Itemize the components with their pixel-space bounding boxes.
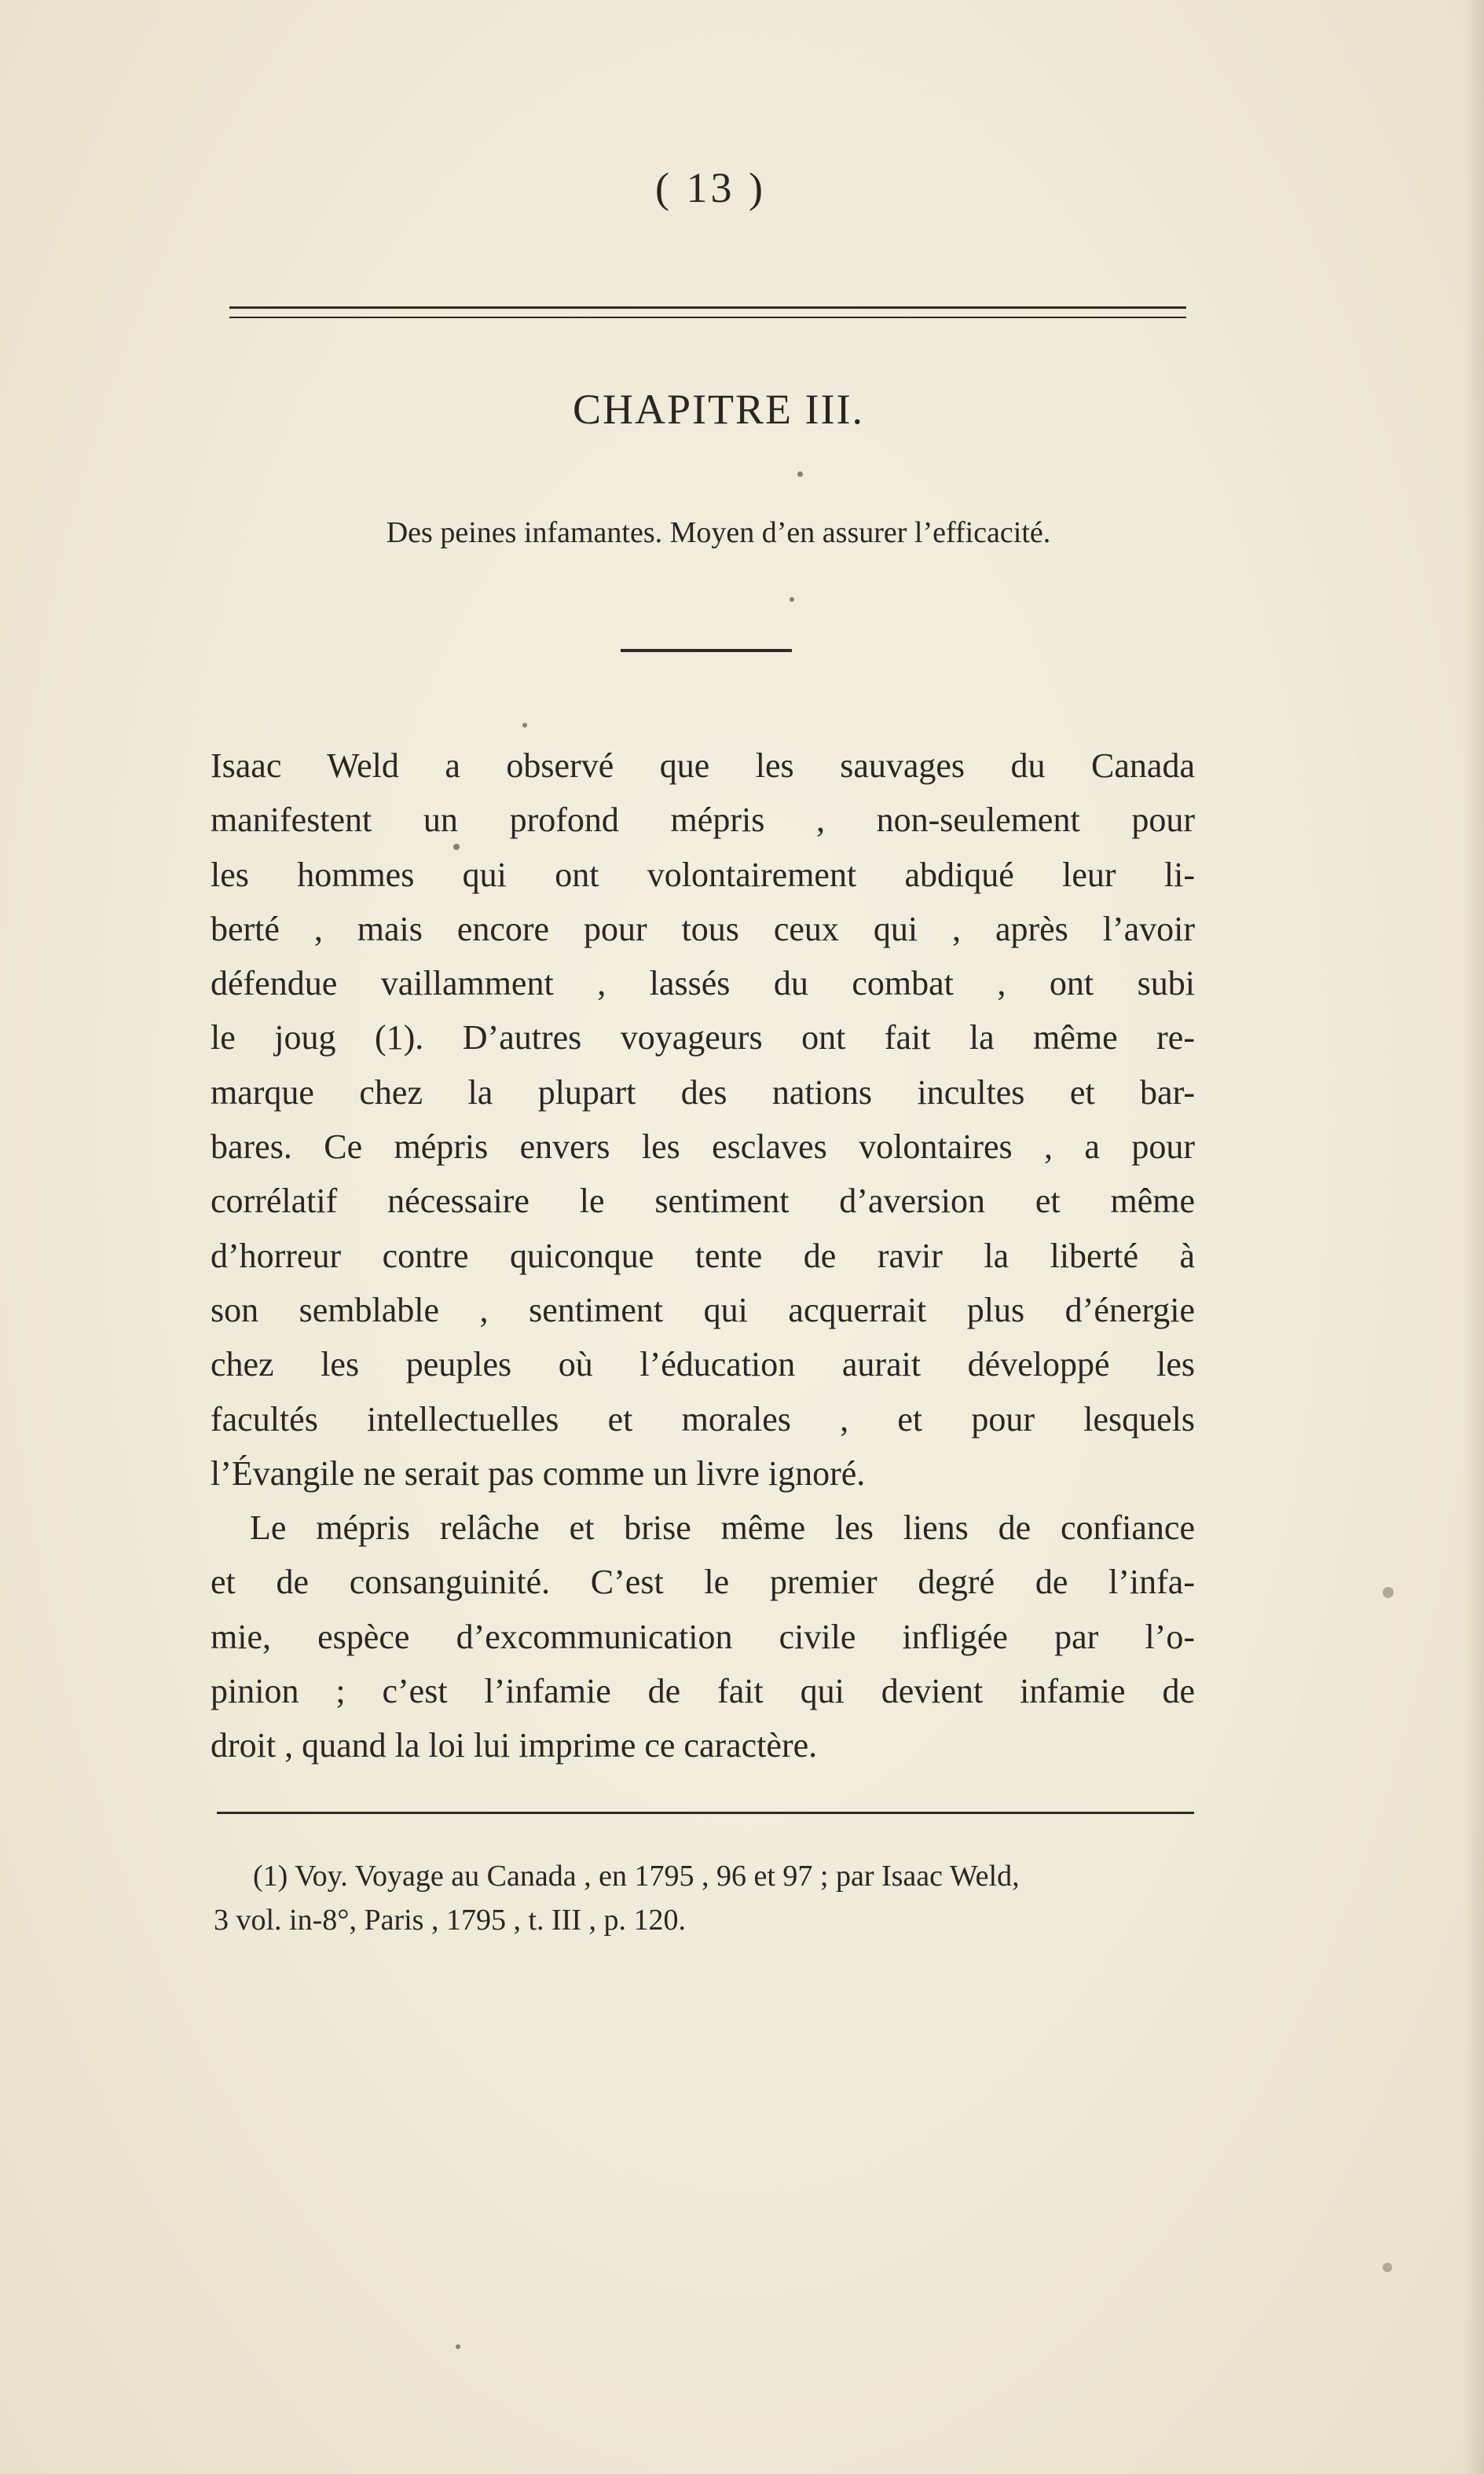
text-line: les hommes qui ont volontairement abdiqué leur li- bbox=[211, 855, 1195, 894]
page-edge-shadow bbox=[1464, 0, 1484, 2474]
paper-speck bbox=[790, 597, 794, 602]
text-line: marque chez la plupart des nations incultes et bar- bbox=[211, 1072, 1195, 1112]
text-line: manifestent un profond mépris , non-seulement pour bbox=[211, 801, 1195, 840]
text-line: Le mépris relâche et brise même les liens de confiance bbox=[250, 1508, 1195, 1548]
text-line: d’horreur contre quiconque tente de ravir la liberté à bbox=[211, 1236, 1195, 1275]
chapter-title: CHAPITRE III. bbox=[573, 386, 864, 433]
text-line: Isaac Weld a observé que les sauvages du Canada bbox=[211, 746, 1195, 785]
text-line: son semblable , sentiment qui acquerrait plus d’énergie bbox=[211, 1290, 1195, 1329]
footnote-line: 3 vol. in-8°, Paris , 1795 , t. III , p. 120. bbox=[214, 1904, 686, 1937]
text-line: mie, espèce d’excommunication civile infligée par l’o- bbox=[211, 1617, 1195, 1656]
text-line: facultés intellectuelles et morales , et pour lesquels bbox=[211, 1399, 1195, 1439]
page-number: ( 13 ) bbox=[655, 164, 766, 211]
footnote-line: (1) Voy. Voyage au Canada , en 1795 , 96 et 97 ; par Isaac Weld, bbox=[253, 1860, 1020, 1893]
header-double-rule bbox=[229, 306, 1186, 318]
chapter-subtitle: Des peines infamantes. Moyen d’en assurer l’efficacité. bbox=[386, 516, 1051, 549]
text-line: pinion ; c’est l’infamie de fait qui devient infamie de bbox=[211, 1672, 1195, 1711]
text-line: droit , quand la loi lui imprime ce caractère. bbox=[211, 1726, 818, 1765]
paper-speck bbox=[522, 723, 527, 728]
text-line: bares. Ce mépris envers les esclaves volontaires , a pour bbox=[211, 1127, 1195, 1167]
text-line: chez les peuples où l’éducation aurait développé les bbox=[211, 1345, 1195, 1384]
footnote-rule bbox=[217, 1812, 1194, 1814]
text-line: corrélatif nécessaire le sentiment d’aversion et même bbox=[211, 1182, 1195, 1221]
text-line: défendue vaillamment , lassés du combat , ont subi bbox=[211, 964, 1195, 1003]
text-line: et de consanguinité. C’est le premier degré de l’infa- bbox=[211, 1563, 1195, 1602]
paper-speck bbox=[456, 2344, 460, 2349]
section-separator-rule bbox=[621, 649, 792, 652]
body-paragraphs bbox=[211, 739, 1195, 1773]
text-line: berté , mais encore pour tous ceux qui , après l’avoir bbox=[211, 909, 1195, 948]
paper-speck bbox=[1383, 2263, 1392, 2272]
text-line: le joug (1). D’autres voyageurs ont fait la même re- bbox=[211, 1018, 1195, 1057]
paper-speck bbox=[453, 844, 460, 850]
paper-speck bbox=[1383, 1587, 1394, 1598]
footnote bbox=[214, 1854, 1196, 1942]
paper-speck bbox=[797, 471, 803, 477]
text-line: l’Évangile ne serait pas comme un livre ignoré. bbox=[211, 1453, 866, 1493]
